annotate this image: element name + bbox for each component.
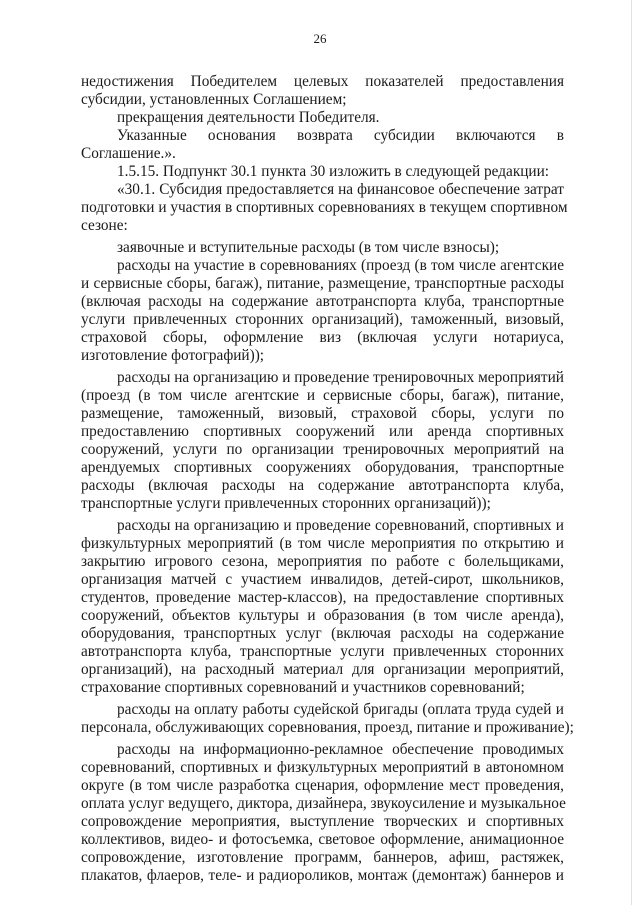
text-line: субсидии, установленных Соглашением; [81, 91, 347, 108]
text-line: закрытию игрового сезона, мероприятия по работе с болельщиками, [81, 553, 564, 570]
text-line: недостижения Победителем целевых показателей предоставления [81, 73, 564, 90]
text-line: автотранспорта клуба, транспортные услуги привлеченных сторонних [81, 643, 564, 660]
text-line: 1.5.15. Подпункт 30.1 пункта 30 изложить в следующей редакции: [117, 163, 550, 180]
text-line: расходы на организацию и проведение тренировочных мероприятий [117, 369, 564, 386]
text-line: «30.1. Субсидия предоставляется на финансовое обеспечение затрат [117, 181, 564, 198]
text-line: (включая расходы на содержание автотранспорта клуба, транспортные [81, 293, 564, 310]
page-number: 26 [313, 31, 327, 46]
text-line: услуги привлеченных сторонних организаций), таможенный, визовый, [81, 311, 564, 328]
text-line: организаций), на расходный материал для организации мероприятий, [81, 661, 564, 678]
text-line: транспортные услуги привлеченных сторонних организаций)); [81, 495, 491, 512]
text-line: расходы на оплату работы судейской бригады (оплата труда судей и [117, 701, 564, 718]
text-line: плакатов, флаеров, теле- и радиороликов, монтаж (демонтаж) баннеров и [81, 867, 564, 884]
text-line: предоставлению спортивных сооружений или аренда спортивных [81, 423, 564, 440]
text-line: студентов, проведение мастер-классов), на предоставление спортивных [81, 589, 564, 606]
text-line: округе (в том числе разработка сценария, оформление мест проведения, [81, 777, 564, 794]
text-line: коллективов, видео- и фотосъемка, световое оформление, анимационное [81, 831, 564, 848]
text-line: прекращения деятельности Победителя. [117, 109, 380, 126]
text-line: арендуемых спортивных сооружениях оборудования, транспортные [81, 459, 564, 476]
text-line: расходы (включая расходы на содержание автотранспорта клуба, [81, 477, 564, 494]
text-line: Соглашение.». [81, 145, 176, 162]
text-line: оборудования, транспортных услуг (включая расходы на содержание [81, 625, 564, 642]
text-line: Указанные основания возврата субсидии включаются в [117, 127, 564, 144]
text-line: изготовление фотографий)); [81, 347, 265, 364]
text-line: подготовки и участия в спортивных соревнованиях в текущем спортивном [81, 199, 568, 216]
text-line: оплата услуг ведущего, диктора, дизайнера, звукоусиление и музыкальное [81, 795, 566, 812]
text-line: соревнований, спортивных и физкультурных мероприятий в автономном [81, 759, 564, 776]
text-line: сезоне: [81, 217, 128, 234]
text-line: сопровождение мероприятия, выступление творческих и спортивных [81, 813, 564, 830]
text-line: страховой сборы, оформление виз (включая услуги нотариуса, [81, 329, 564, 346]
text-line: и сервисные сборы, багаж), питание, размещение, транспортные расходы [81, 275, 564, 292]
text-line: сооружений, услуги по организации тренировочных мероприятий на [81, 441, 564, 458]
text-line: расходы на информационно-рекламное обеспечение проводимых [117, 741, 564, 758]
text-line: физкультурных мероприятий (в том числе мероприятия по открытию и [81, 535, 564, 552]
text-line: (проезд (в том числе агентские и сервисные сборы, багаж), питание, [81, 387, 564, 404]
document-body [81, 73, 574, 885]
text-line: размещение, таможенный, визовый, страховой сборы, услуги по [81, 405, 564, 422]
text-line: расходы на участие в соревнованиях (проезд (в том числе агентские [117, 257, 564, 274]
text-line: страхование спортивных соревнований и участников соревнований; [81, 679, 525, 696]
text-line: персонала, обслуживающих соревнования, проезд, питание и проживание); [81, 719, 574, 736]
text-line: организация матчей с участием инвалидов, детей-сирот, школьников, [81, 571, 564, 588]
text-line: сопровождение, изготовление программ, баннеров, афиш, растяжек, [81, 849, 564, 866]
text-line: расходы на организацию и проведение соревнований, спортивных и [117, 517, 564, 534]
page-edge-line [631, 0, 632, 905]
text-line: заявочные и вступительные расходы (в том числе взносы); [117, 239, 500, 256]
text-line: сооружений, объектов культуры и образования (в том числе аренда), [81, 607, 564, 624]
